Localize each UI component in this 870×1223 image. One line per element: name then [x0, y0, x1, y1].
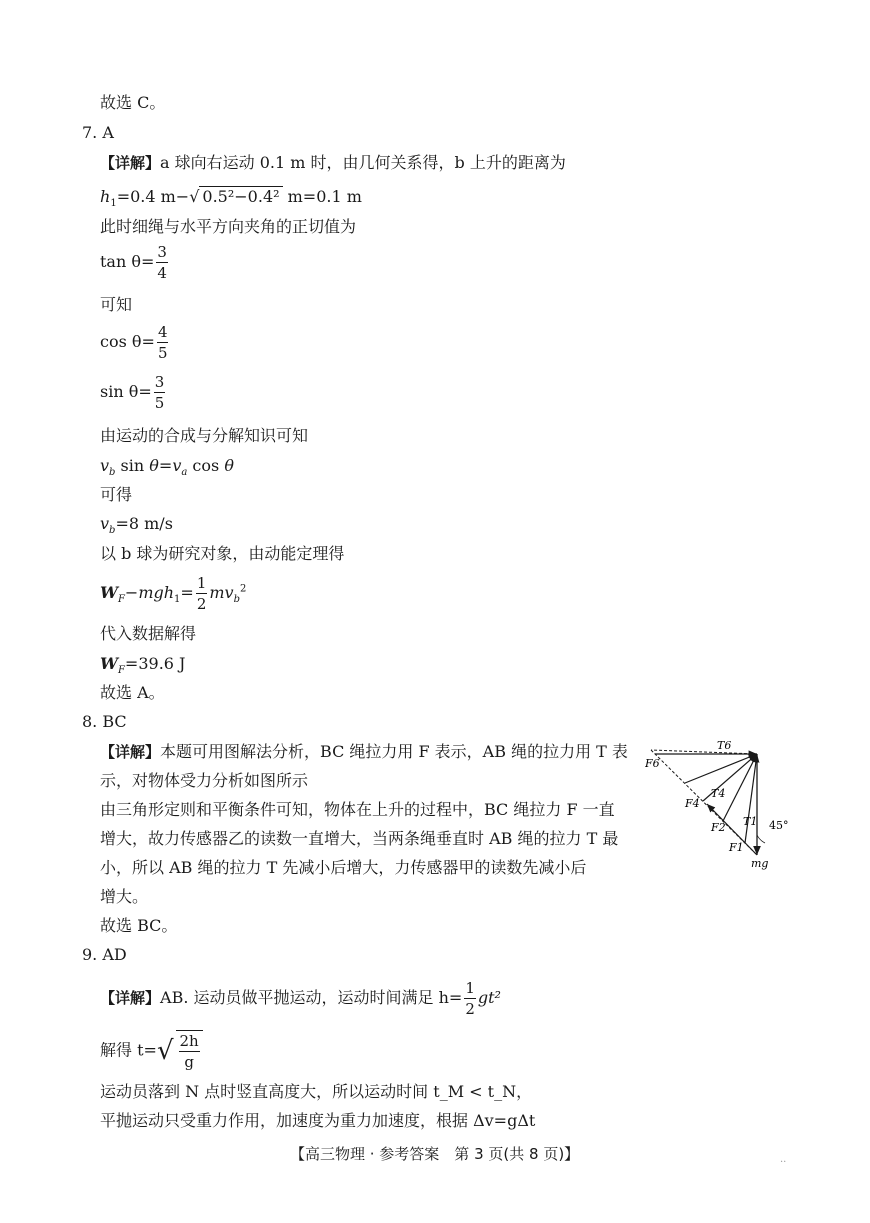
force-t4-arrow	[685, 754, 757, 783]
label-f2: F2	[711, 821, 726, 834]
q9-intro-line: 【详解】AB. 运动员做平抛运动，运动时间满足 h= $\frac{1}{2}$ gt²	[100, 979, 501, 1018]
fraction: $\frac{3}{4}$	[157, 243, 167, 282]
detail-tag: 【详解】	[100, 989, 161, 1007]
q7-detail-line	[100, 155, 566, 171]
detail-tag: 【详解】	[100, 743, 161, 761]
q7-sin-equation: sin θ= $\frac{3}{5}$	[100, 373, 165, 412]
q7-answer: 7. A	[82, 123, 114, 142]
page-footer: 【高三物理 · 参考答案 第 3 页(共 8 页)】	[290, 1145, 580, 1163]
fraction: $\frac{4}{5}$	[157, 323, 168, 362]
radical-fraction: $\frac{2h}{g}$	[176, 1030, 203, 1072]
q7-tan-text: 此时细绳与水平方向夹角的正切值为	[100, 217, 357, 236]
q9-answer: 9. AD	[82, 945, 127, 964]
q7-work-equation: $W_F-mgh_1=$ $\frac{1}{2}$ $mv_b^2$	[100, 574, 247, 613]
q7-substitute-text: 代入数据解得	[100, 624, 197, 643]
fraction: $\frac{1}{2}$	[465, 979, 475, 1018]
q7-vb-equation: $v_b=8$ m/s	[100, 514, 173, 537]
q7-tan-equation: tan θ= $\frac{3}{4}$	[100, 243, 167, 282]
force-diagram	[645, 735, 805, 870]
detail-tag: 【详解】	[100, 154, 161, 172]
q9-compare-line: 运动员落到 N 点时竖直高度大，所以运动时间 t_M < t_N，	[100, 1082, 533, 1101]
force-t1-arrow	[745, 754, 757, 843]
fraction: $\frac{3}{5}$	[154, 373, 165, 412]
q8-line-4: 增大，故力传感器乙的读数一直增大，当两条绳垂直时 AB 绳的拉力 T 最	[100, 829, 619, 848]
q7-cos-equation: cos θ= $\frac{4}{5}$	[100, 323, 168, 362]
q7-velocity-equation: $v_b$ $\sin \theta=v_a$ cos θ	[100, 456, 234, 479]
q8-conclusion: 故选 BC。	[100, 916, 178, 935]
angle-arc	[757, 835, 765, 843]
q7-can-know: 可知	[100, 295, 133, 314]
q7-wf-value: $W_F=39.6$ J	[100, 654, 186, 677]
label-45deg: 45°	[769, 819, 789, 832]
fraction: $\frac{1}{2}$	[196, 574, 207, 613]
label-f4: F4	[685, 797, 700, 810]
label-f1: F1	[729, 841, 744, 854]
q8-line-6: 增大。	[100, 887, 149, 906]
q7-h1-equation: $h_1=0.4$ m−√ 0.5²−0.4² m=0.1 m	[100, 187, 362, 210]
q6-conclusion: 故选 C。	[100, 93, 166, 112]
q7-intro: a 球向右运动 0.1 m 时，由几何关系得，b 上升的距离为	[160, 153, 566, 172]
q9-last-line: 平抛运动只受重力作用，加速度为重力加速度，根据 Δv=gΔt	[100, 1111, 536, 1130]
label-t4: T4	[711, 787, 726, 800]
corner-mark: ..	[780, 1154, 787, 1165]
label-t1: T1	[743, 815, 758, 828]
q9-solve-line: 解得 t=√ $\frac{2h}{g}$	[100, 1030, 205, 1072]
label-t6: T6	[717, 739, 732, 752]
q7-decomp-text: 由运动的合成与分解知识可知	[100, 426, 309, 445]
label-f6: F6	[645, 757, 660, 770]
q8-line-3: 由三角形定则和平衡条件可知，物体在上升的过程中，BC 绳拉力 F 一直	[100, 800, 615, 819]
label-mg: mg	[751, 857, 769, 870]
q8-line-1: 【详解】本题可用图解法分析，BC 绳拉力用 F 表示，AB 绳的拉力用 T 表	[100, 742, 628, 761]
q7-conclusion: 故选 A。	[100, 683, 165, 702]
q8-answer: 8. BC	[82, 712, 127, 731]
q8-line-2: 示，对物体受力分析如图所示	[100, 771, 309, 790]
q8-line-5: 小，所以 AB 绳的拉力 T 先减小后增大，力传感器甲的读数先减小后	[100, 858, 587, 877]
sqrt-radicand: 0.5²−0.4²	[199, 186, 282, 206]
q7-can-get: 可得	[100, 485, 133, 504]
q7-energy-text: 以 b 球为研究对象，由动能定理得	[100, 544, 345, 563]
